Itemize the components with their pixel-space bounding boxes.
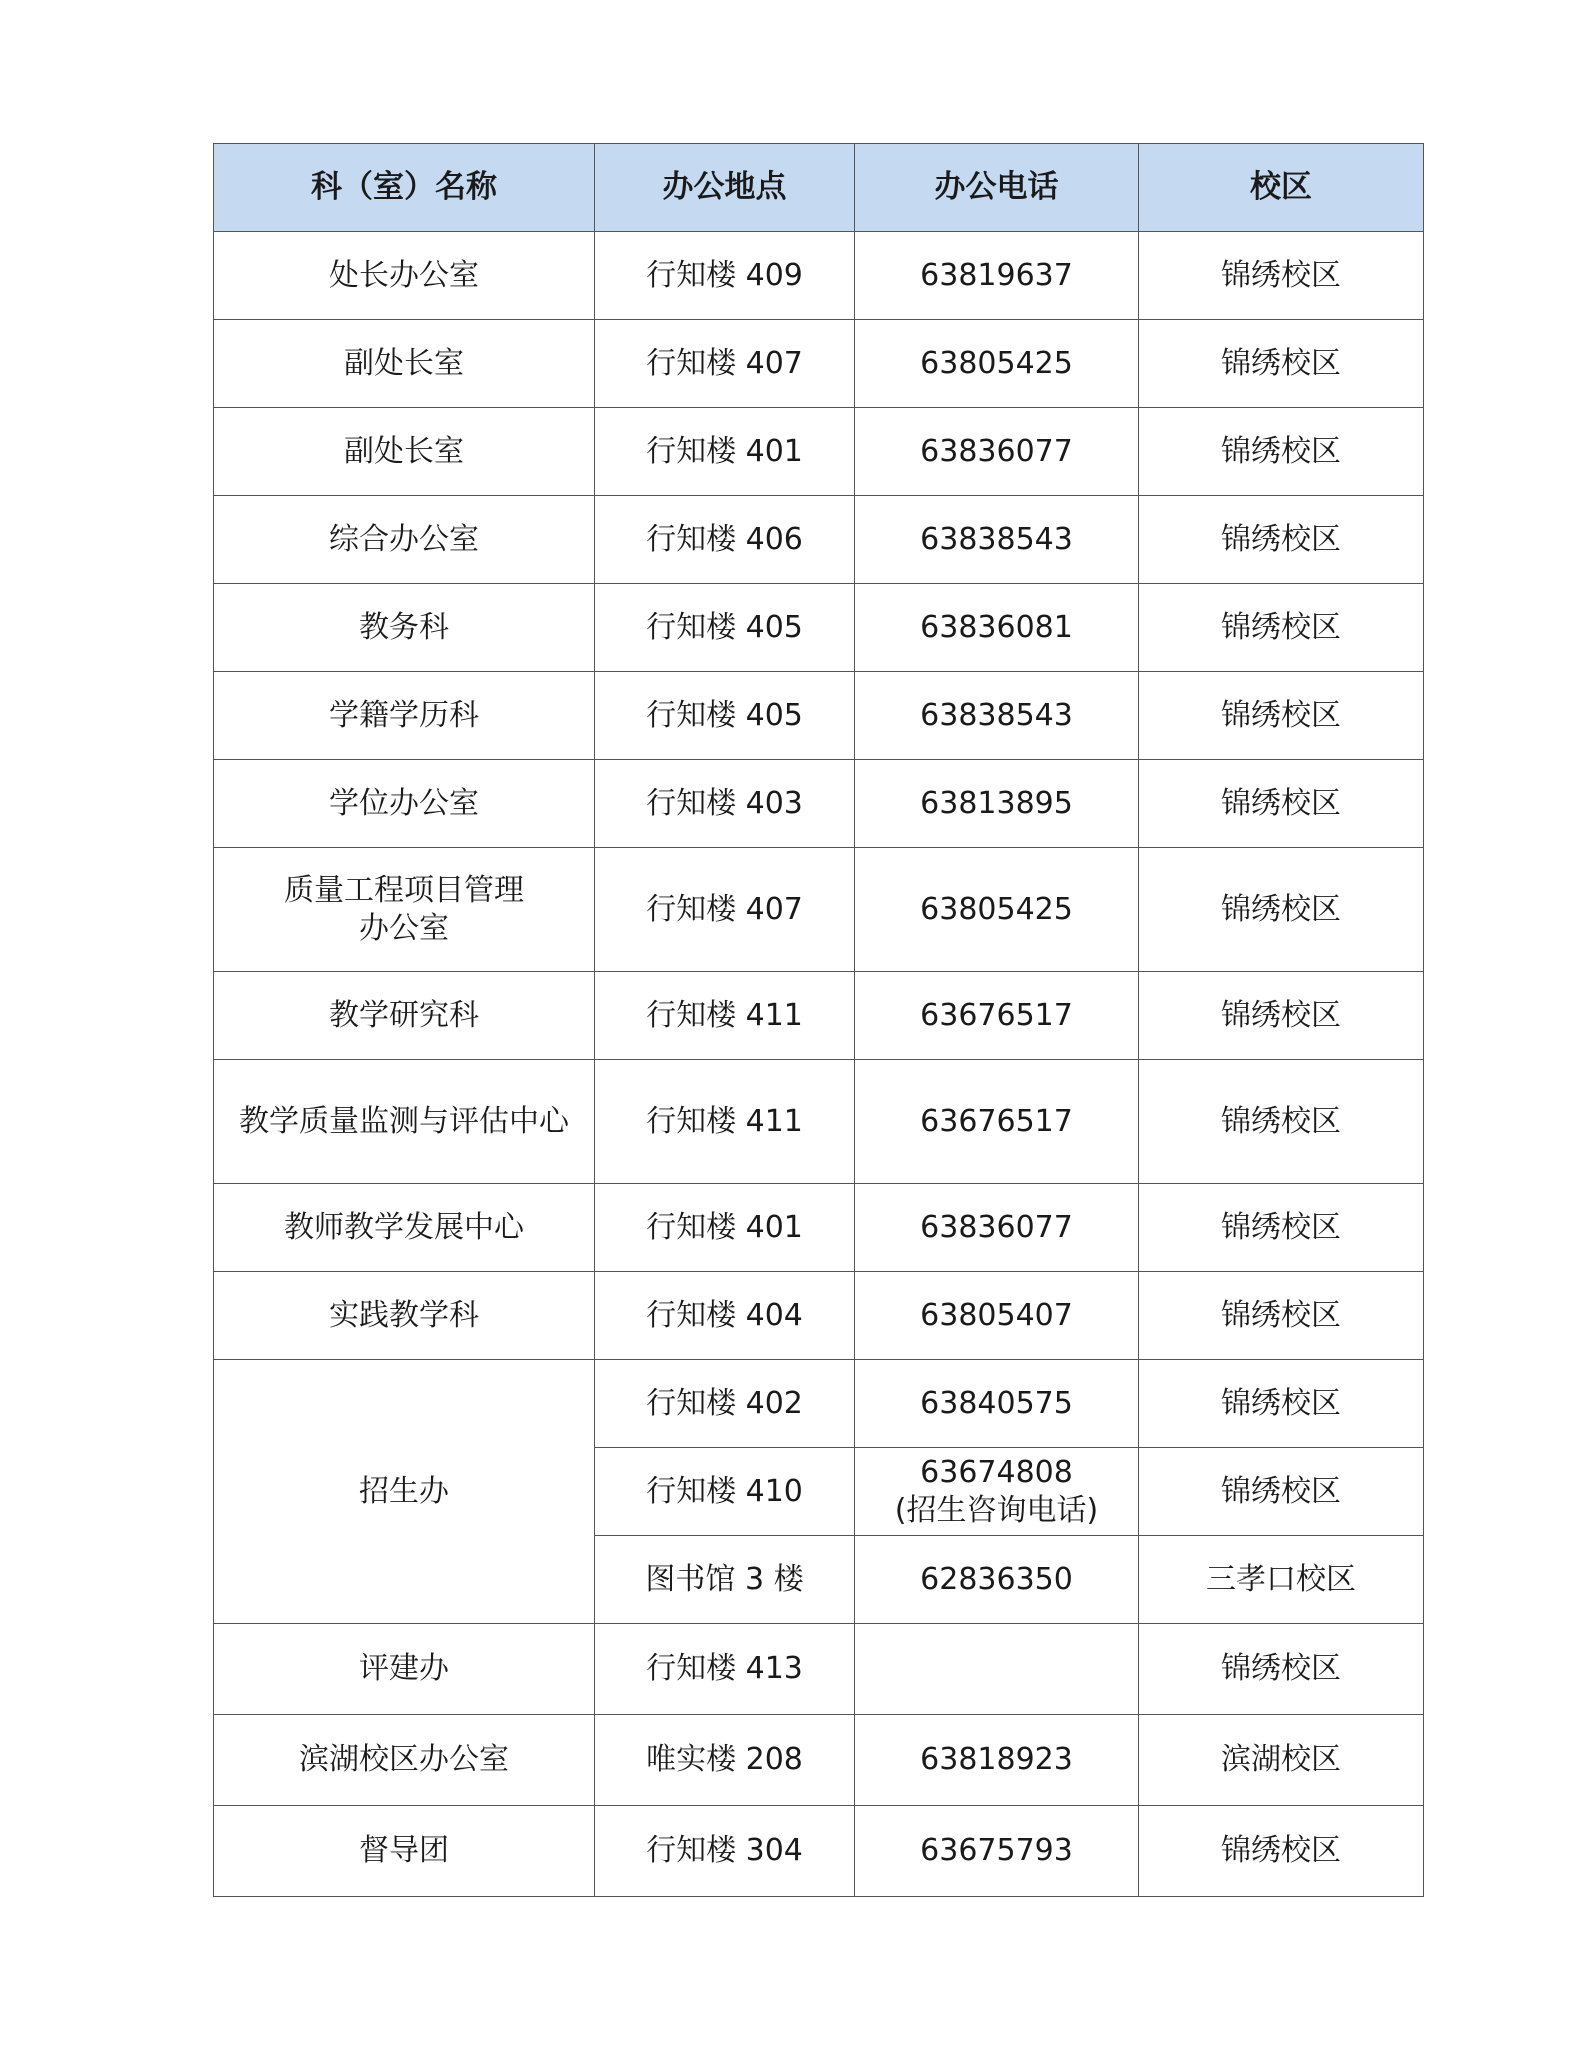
office-name-line: 办公室 [359,910,449,946]
phone-number: 63674808 [920,1455,1073,1490]
location-cell: 行知楼 405 [595,584,855,672]
phone-cell: 63836081 [855,584,1139,672]
location-cell: 行知楼 304 [595,1806,855,1897]
campus-cell: 滨湖校区 [1139,1715,1424,1806]
location-cell: 行知楼 409 [595,232,855,320]
location-cell: 行知楼 407 [595,848,855,972]
phone-cell: 63805425 [855,320,1139,408]
header-campus: 校区 [1139,144,1424,232]
phone-cell: 63840575 [855,1360,1139,1448]
header-row [214,144,1424,232]
office-name-cell: 教学质量监测与评估中心 [214,1060,595,1184]
phone-cell: 63805425 [855,848,1139,972]
campus-cell: 锦绣校区 [1139,232,1424,320]
phone-cell: 63676517 [855,1060,1139,1184]
campus-cell: 锦绣校区 [1139,1624,1424,1715]
campus-cell: 锦绣校区 [1139,1272,1424,1360]
header-office-name: 科（室）名称 [214,144,595,232]
campus-cell: 锦绣校区 [1139,1060,1424,1184]
campus-cell: 锦绣校区 [1139,848,1424,972]
phone-cell: 63675793 [855,1806,1139,1897]
table-row [214,672,1424,760]
campus-cell: 锦绣校区 [1139,972,1424,1060]
office-name-cell: 滨湖校区办公室 [214,1715,595,1806]
table-row [214,496,1424,584]
table-row [214,232,1424,320]
location-cell: 行知楼 413 [595,1624,855,1715]
phone-cell: 63836077 [855,1184,1139,1272]
campus-cell: 锦绣校区 [1139,320,1424,408]
phone-cell: 63805407 [855,1272,1139,1360]
location-cell: 行知楼 411 [595,972,855,1060]
table-row [214,1184,1424,1272]
campus-cell: 锦绣校区 [1139,408,1424,496]
table-row [214,1272,1424,1360]
location-cell: 行知楼 406 [595,496,855,584]
campus-cell: 锦绣校区 [1139,672,1424,760]
table-row [214,1624,1424,1715]
campus-cell: 锦绣校区 [1139,1448,1424,1536]
table-header [214,144,1424,232]
location-cell: 行知楼 405 [595,672,855,760]
office-name-cell: 教师教学发展中心 [214,1184,595,1272]
phone-note: (招生咨询电话) [894,1492,1099,1528]
office-directory-table [213,143,1424,1897]
table-row [214,408,1424,496]
office-name-cell: 副处长室 [214,320,595,408]
phone-cell [855,1448,1139,1536]
office-name-cell: 评建办 [214,1624,595,1715]
campus-cell: 锦绣校区 [1139,496,1424,584]
location-cell: 行知楼 404 [595,1272,855,1360]
table-row [214,1806,1424,1897]
campus-cell: 锦绣校区 [1139,584,1424,672]
table-row [214,848,1424,972]
campus-cell: 锦绣校区 [1139,1360,1424,1448]
location-cell: 图书馆 3 楼 [595,1536,855,1624]
location-cell: 行知楼 410 [595,1448,855,1536]
office-name-cell: 督导团 [214,1806,595,1897]
office-name-cell-admissions: 招生办 [214,1360,595,1624]
office-name-cell [214,848,595,972]
office-name-cell: 副处长室 [214,408,595,496]
phone-cell: 63838543 [855,496,1139,584]
header-phone: 办公电话 [855,144,1139,232]
campus-cell: 三孝口校区 [1139,1536,1424,1624]
office-name-cell: 处长办公室 [214,232,595,320]
table-row [214,1060,1424,1184]
table-row [214,972,1424,1060]
phone-cell: 63676517 [855,972,1139,1060]
table-row [214,584,1424,672]
phone-cell: 63813895 [855,760,1139,848]
phone-cell: 63818923 [855,1715,1139,1806]
table-row [214,320,1424,408]
office-name-cell: 学位办公室 [214,760,595,848]
phone-cell: 63838543 [855,672,1139,760]
table-body [214,232,1424,1897]
campus-cell: 锦绣校区 [1139,1184,1424,1272]
directory-table-container [213,143,1423,1897]
office-name-cell: 综合办公室 [214,496,595,584]
phone-cell [855,1624,1139,1715]
location-cell: 行知楼 401 [595,1184,855,1272]
office-name-cell: 学籍学历科 [214,672,595,760]
table-row [214,760,1424,848]
office-name-cell: 教学研究科 [214,972,595,1060]
header-location: 办公地点 [595,144,855,232]
office-name-cell: 实践教学科 [214,1272,595,1360]
location-cell: 行知楼 402 [595,1360,855,1448]
location-cell: 行知楼 401 [595,408,855,496]
location-cell: 行知楼 407 [595,320,855,408]
campus-cell: 锦绣校区 [1139,760,1424,848]
phone-cell: 63819637 [855,232,1139,320]
location-cell: 行知楼 411 [595,1060,855,1184]
table-row [214,1715,1424,1806]
location-cell: 行知楼 403 [595,760,855,848]
office-name-line: 质量工程项目管理 [284,873,524,908]
office-name-cell: 教务科 [214,584,595,672]
table-row [214,1360,1424,1448]
phone-cell: 62836350 [855,1536,1139,1624]
location-cell: 唯实楼 208 [595,1715,855,1806]
phone-cell: 63836077 [855,408,1139,496]
campus-cell: 锦绣校区 [1139,1806,1424,1897]
